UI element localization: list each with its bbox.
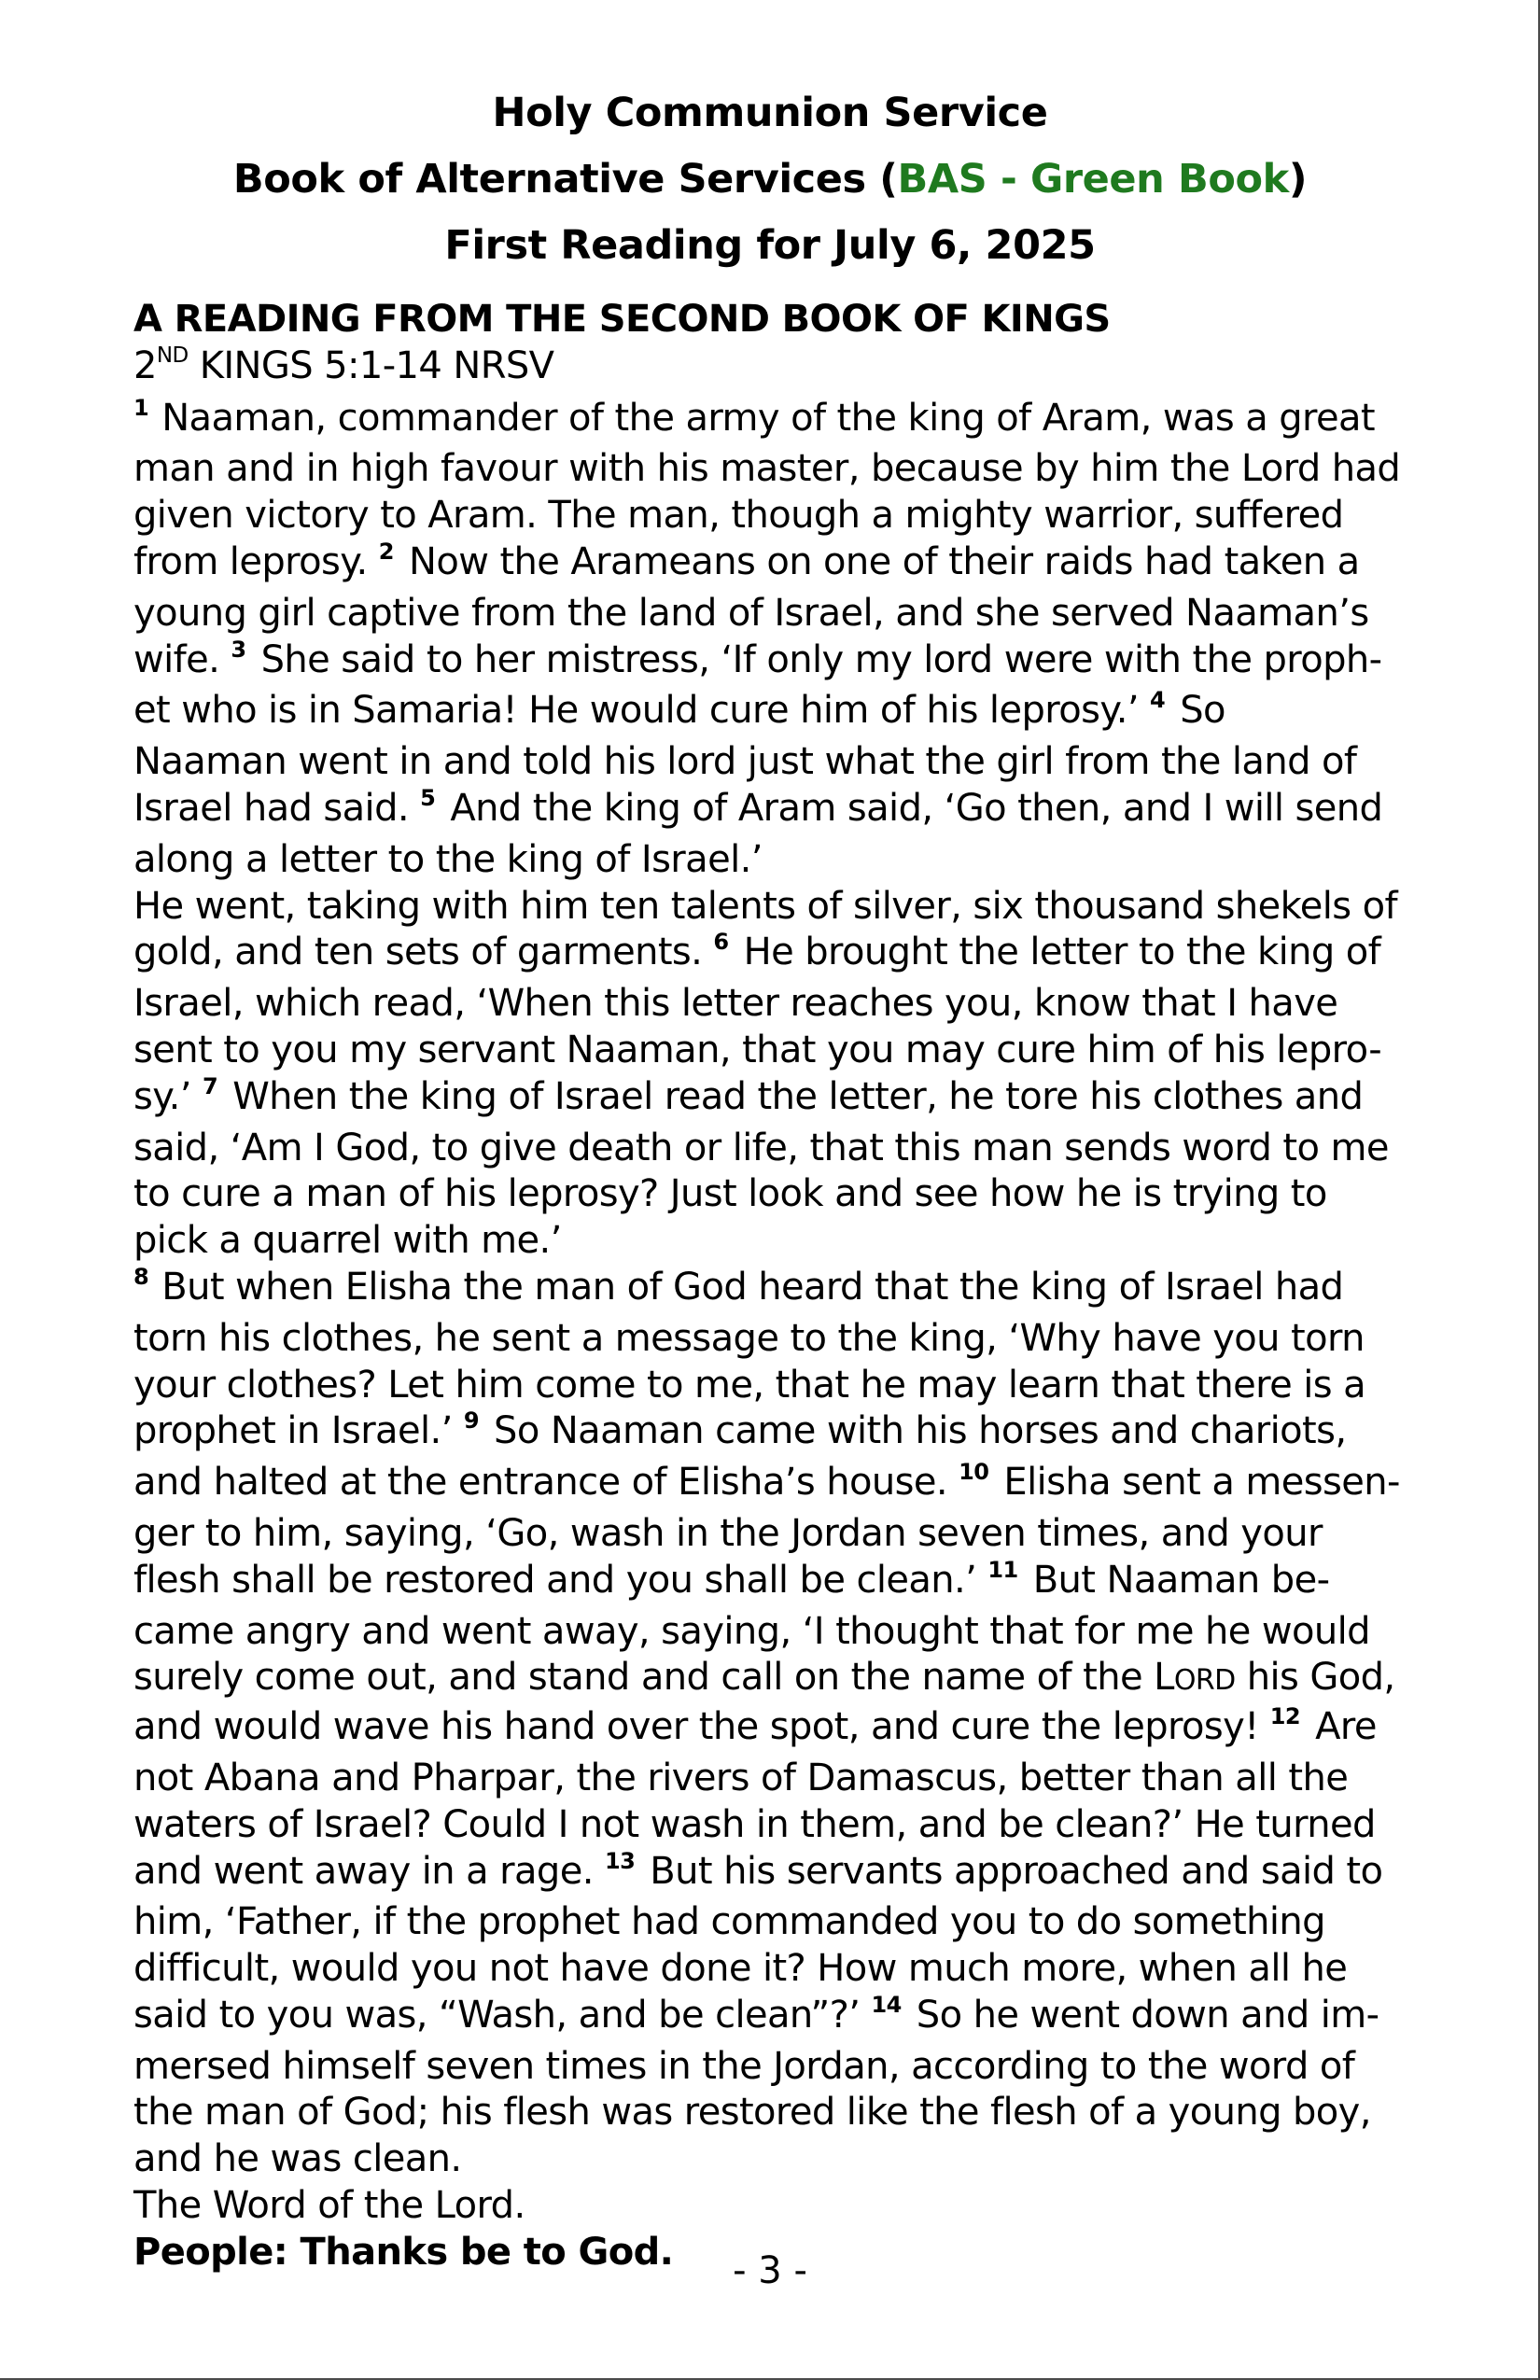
text-line: young girl captive from the land of Israel, and she served Naaman’s (133, 591, 1369, 635)
verse-number: 6 (713, 929, 729, 956)
page-number: - 3 - (733, 2249, 807, 2292)
scripture-reference: 2ND KINGS 5:1-14 NRSV (133, 343, 554, 387)
text-line: and halted at the entrance of Elisha’s house. $^{10}$ Elisha sent a messen- (133, 1459, 1400, 1505)
bas-green-book-label: BAS - Green Book (897, 156, 1289, 203)
text-line: prophet in Israel.’ $^9$ So Naaman came with his horses and chariots, (133, 1407, 1347, 1453)
verse-number: 12 (1269, 1703, 1300, 1730)
text-line: gold, and ten sets of garments. $^6$ He brought the letter to the king of (133, 929, 1381, 974)
service-book: Book of Alternative Services (BAS - Green Book) (232, 156, 1308, 203)
text-line: et who is in Samaria! He would cure him of his leprosy.’ $^4$ So (133, 687, 1225, 733)
text-line: Naaman went in and told his lord just what the girl from the land of (133, 740, 1357, 784)
verse-number: 5 (420, 784, 436, 811)
reading-body (133, 297, 1440, 2276)
verse-number: 10 (959, 1459, 989, 1486)
text-line: him, ‘Father, if the prophet had commanded you to do something (133, 1900, 1325, 1944)
text-line: mersed himself seven times in the Jordan, according to the word of (133, 2044, 1355, 2088)
verse-number: 1 (133, 394, 149, 421)
text-line: from leprosy. $^2$ Now the Arameans on one of their raids had taken a (133, 538, 1360, 583)
text-line: ger to him, saying, ‘Go, wash in the Jordan seven times, and your (133, 1511, 1323, 1555)
text-line: not Abana and Pharpar, the rivers of Damascus, better than all the (133, 1756, 1349, 1799)
text-line: came angry and went away, saying, ‘I thought that for me he would (133, 1609, 1370, 1653)
text-line: man and in high favour with his master, because by him the Lord had (133, 447, 1401, 491)
reading-heading: A READING FROM THE SECOND BOOK OF KINGS (133, 298, 1111, 341)
verse-number: 14 (871, 1991, 902, 2018)
text-line: and he was clean. (133, 2137, 462, 2181)
text-line: pick a quarrel with me.’ (133, 1219, 562, 1263)
text-line: waters of Israel? Could I not wash in them, and be clean?’ He turned (133, 1802, 1376, 1846)
verse-number: 13 (604, 1847, 636, 1874)
text-line: along a letter to the king of Israel.’ (133, 837, 763, 881)
text-line: wife. $^3$ She said to her mistress, ‘If only my lord were with the proph- (133, 636, 1382, 681)
lord-small-caps: ORD (1173, 1664, 1236, 1698)
verse-number: 2 (378, 538, 394, 565)
closing-line: The Word of the Lord. (133, 2184, 525, 2228)
verse-number: 4 (1150, 687, 1166, 714)
text-line: difficult, would you not have done it? How much more, when all he (133, 1947, 1348, 1991)
text-line: sy.’ $^7$ When the king of Israel read the letter, he tore his clothes and (133, 1072, 1364, 1118)
text-line: surely come out, and stand and call on the name of the LORD his God, (133, 1656, 1395, 1700)
text-line: Israel, which read, ‘When this letter reaches you, know that I have (133, 982, 1338, 1026)
text-line: flesh shall be restored and you shall be clean.’ $^{11}$ But Naaman be- (133, 1556, 1330, 1602)
text-line: to cure a man of his leprosy? Just look and see how he is trying to (133, 1172, 1327, 1216)
text-line: $^1$ Naaman, commander of the army of the king of Aram, was a great (133, 394, 1375, 440)
text-line: $^8$ But when Elisha the man of God heard that the king of Israel had (133, 1263, 1344, 1309)
text-line: the man of God; his flesh was restored like the flesh of a young boy, (133, 2091, 1371, 2135)
text-line: Israel had said. $^5$ And the king of Aram said, ‘Go then, and I will send (133, 784, 1383, 830)
text-line: your clothes? Let him come to me, that he may learn that there is a (133, 1363, 1366, 1407)
reading-date: First Reading for July 6, 2025 (444, 222, 1096, 269)
text-line: and would wave his hand over the spot, and cure the leprosy! $^{12}$ Are (133, 1703, 1377, 1749)
verse-number: 8 (133, 1263, 149, 1290)
verse-number: 3 (231, 636, 246, 663)
people-response: People: Thanks be to God. (133, 2230, 674, 2274)
service-header (0, 80, 1540, 279)
verse-number: 11 (987, 1556, 1018, 1583)
text-line: given victory to Aram. The man, though a mighty warrior, suffered (133, 494, 1344, 538)
verse-number: 7 (202, 1072, 218, 1099)
service-title: Holy Communion Service (492, 90, 1048, 136)
verse-number: 9 (463, 1407, 479, 1435)
text-line: and went away in a rage. $^{13}$ But his servants approached and said to (133, 1847, 1383, 1893)
text-line: He went, taking with him ten talents of silver, six thousand shekels of (133, 884, 1397, 928)
text-line: sent to you my servant Naaman, that you may cure him of his lepro- (133, 1028, 1382, 1071)
text-line: torn his clothes, he sent a message to the king, ‘Why have you torn (133, 1316, 1365, 1360)
text-line: said, ‘Am I God, to give death or life, that this man sends word to me (133, 1126, 1389, 1169)
text-line: said to you was, “Wash, and be clean”?’ $^{14}$ So he went down and im- (133, 1991, 1379, 2037)
